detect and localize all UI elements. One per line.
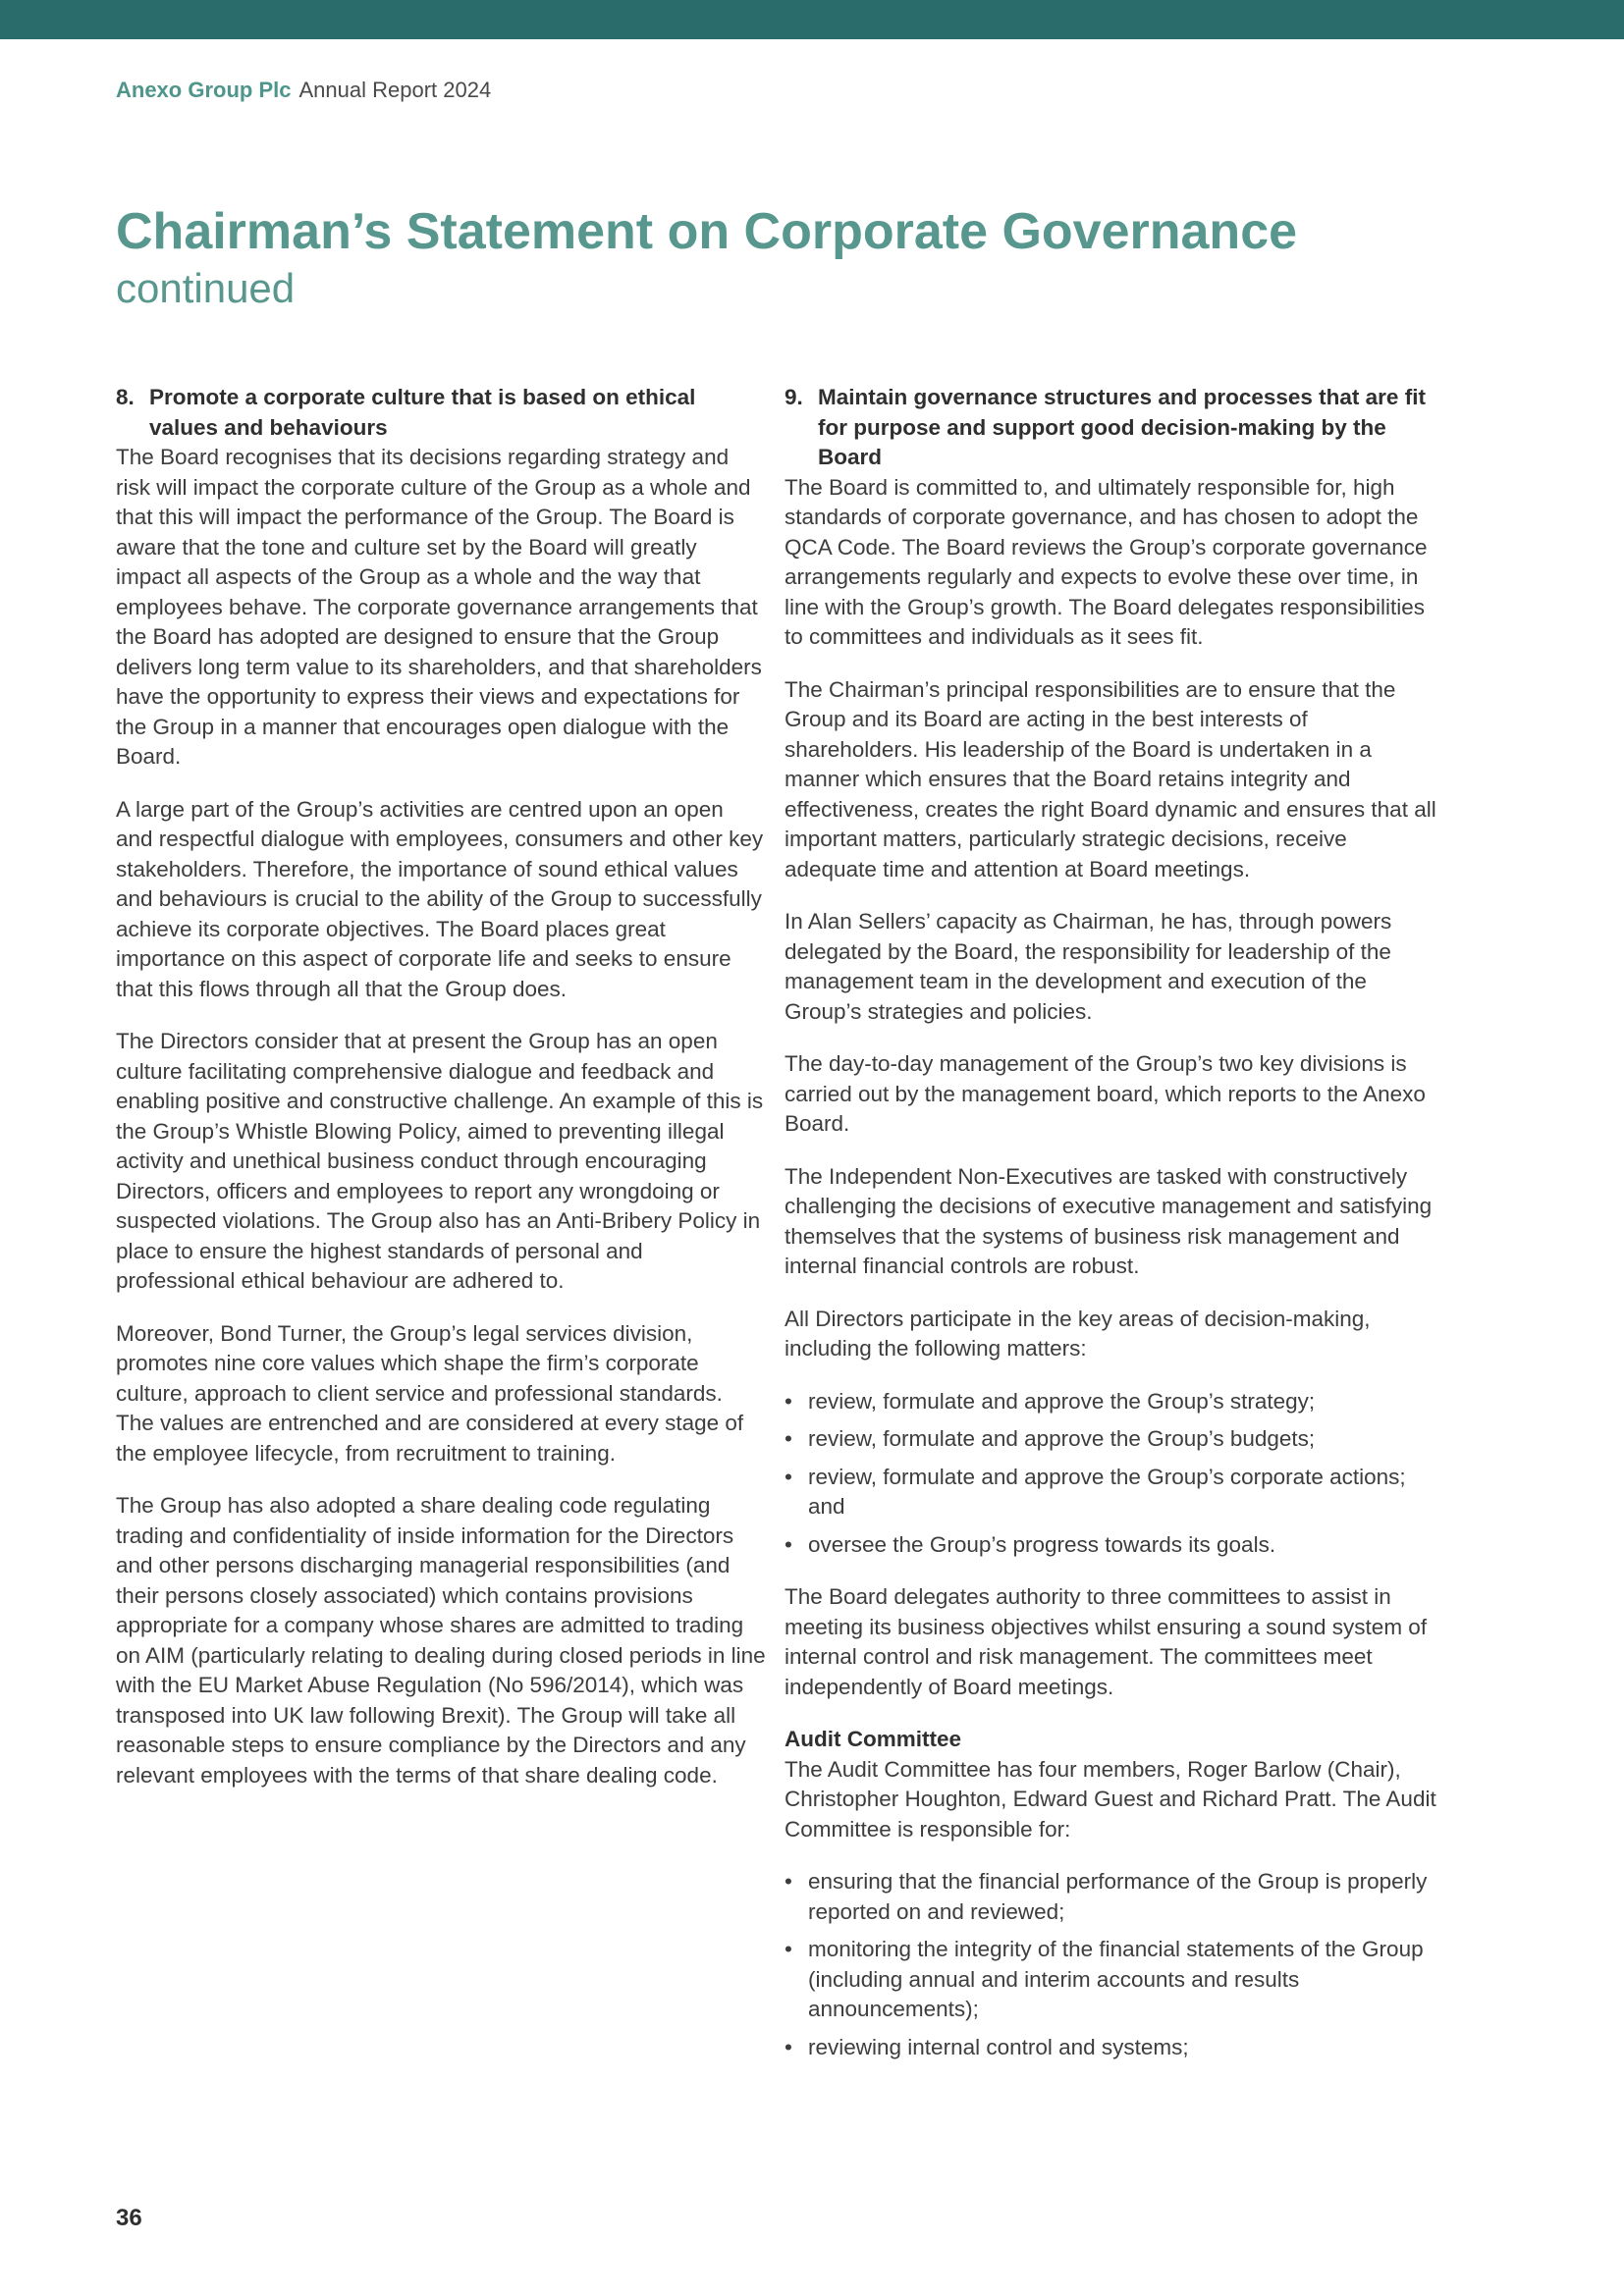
paragraph: The Independent Non-Executives are tasked with constructively challenging the decisions of executive management and satisfying themselves that the systems of business risk management and internal financial controls are robust.	[785, 1163, 1433, 1278]
paragraph: The Chairman’s principal responsibilities are to ensure that the Group and its Board are acting in the best interests of shareholders. His leadership of the Board is undertaken in a manner which ensures that the Board retains integrity and effectiveness, creates the right Board dynamic and ensures that all important matters, particularly strategic decisions, receive adequate time and attention at Board meetings.	[785, 676, 1436, 881]
list-item	[785, 2033, 1436, 2063]
list-item-text: ensuring that the financial performance of the Group is properly reported on and reviewed;	[808, 1869, 1428, 1924]
audit-committee-heading: Audit Committee	[785, 1727, 961, 1751]
paragraph: The Board is committed to, and ultimately responsible for, high standards of corporate governance, and has chosen to adopt the QCA Code. The Board reviews the Group’s corporate governance arrangements regularly and expects to evolve these over time, in line with the Group’s growth. The Board delegates responsibilities to committees and individuals as it sees fit.	[785, 474, 1428, 649]
list-item-text: oversee the Group’s progress towards its goals.	[808, 1531, 1276, 1557]
bullet-icon: •	[785, 1531, 792, 1557]
paragraph: The Directors consider that at present the Group has an open culture facilitating comprehensive dialogue and feedback and enabling positive and constructive challenge. An example of this is the Group’s Whistle Blowing Policy, aimed to preventing illegal activity and unethical business conduct through encouraging Directors, officers and employees to report any wrongdoing or suspected violations. The Group also has an Anti-Bribery Policy in place to ensure the highest standards of personal and professional ethical behaviour are adhered to.	[116, 1029, 764, 1293]
list-item	[785, 1867, 1436, 1927]
list-item	[785, 1463, 1436, 1522]
paragraph: The Group has also adopted a share dealing code regulating trading and confidentiality of inside information for the Directors and other persons discharging managerial responsibilities (and their persons closely associated) which contains provisions appropriate for a company whose shares are admitted to trading on AIM (particularly relating to dealing during closed periods in line with the EU Market Abuse Regulation (No 596/2014), which was transposed into UK law following Brexit). The Group will take all reasonable steps to ensure compliance by the Directors and any relevant employees with the terms of that share dealing code.	[116, 1493, 766, 1788]
paragraph: The Audit Committee has four members, Roger Barlow (Chair), Christopher Houghton, Edward Guest and Richard Pratt. The Audit Committee is responsible for:	[785, 1756, 1436, 1842]
list-item-text: reviewing internal control and systems;	[808, 2034, 1189, 2059]
list-item-text: monitoring the integrity of the financial statements of the Group (including annual and interim accounts and results announcements);	[808, 1937, 1424, 2021]
page-subtitle: continued	[116, 265, 296, 311]
list-item-text: review, formulate and approve the Group’s corporate actions; and	[808, 1464, 1406, 1519]
list-item	[785, 1935, 1436, 2025]
section-8-heading	[116, 383, 766, 443]
company-name: Anexo Group Plc	[116, 78, 292, 102]
paragraph: In Alan Sellers’ capacity as Chairman, he has, through powers delegated by the Board, the responsibility for leadership of the management team in the development and execution of the Group’s strategies and policies.	[785, 909, 1392, 1024]
running-header	[116, 78, 491, 103]
bullet-icon: •	[785, 1937, 792, 1961]
list-item	[785, 1530, 1436, 1561]
section-heading-text: Promote a corporate culture that is based on ethical values and behaviours	[149, 385, 696, 440]
bullet-icon: •	[785, 1426, 792, 1451]
section-number: 9.	[785, 385, 803, 409]
section-heading-text: Maintain governance structures and processes that are fit for purpose and support good decision-making by the Board	[818, 385, 1426, 469]
bullet-icon: •	[785, 2034, 792, 2059]
decision-matters-list	[785, 1387, 1436, 1561]
report-name: Annual Report 2024	[298, 78, 492, 102]
paragraph: The day-to-day management of the Group’s two key divisions is carried out by the management board, which reports to the Anexo Board.	[785, 1051, 1426, 1136]
page-number: 36	[116, 2205, 142, 2231]
list-item-text: review, formulate and approve the Group’s budgets;	[808, 1426, 1316, 1451]
right-column	[785, 383, 1436, 2085]
bullet-icon: •	[785, 1869, 792, 1894]
list-item-text: review, formulate and approve the Group’s strategy;	[808, 1388, 1316, 1414]
title-block	[116, 201, 1510, 315]
paragraph: A large part of the Group’s activities are centred upon an open and respectful dialogue with employees, consumers and other key stakeholders. Therefore, the importance of sound ethical values and behaviours is crucial to the ability of the Group to successfully achieve its corporate objectives. The Board places great importance on this aspect of corporate life and seeks to ensure that this flows through all that the Group does.	[116, 796, 764, 1001]
list-item	[785, 1387, 1436, 1417]
page-title: Chairman’s Statement on Corporate Governance	[116, 203, 1298, 260]
bullet-icon: •	[785, 1464, 792, 1489]
left-column	[116, 383, 766, 1813]
bullet-icon: •	[785, 1388, 792, 1414]
list-item	[785, 1424, 1436, 1455]
top-color-bar	[0, 0, 1624, 39]
audit-responsibilities-list	[785, 1867, 1436, 2062]
paragraph: The Board delegates authority to three committees to assist in meeting its business objectives whilst ensuring a sound system of internal control and risk management. The committees meet independently of Board meetings.	[785, 1584, 1428, 1699]
paragraph: The Board recognises that its decisions regarding strategy and risk will impact the corporate culture of the Group as a whole and that this will impact the performance of the Group. The Board is aware that the tone and culture set by the Board will greatly impact all aspects of the Group as a whole and the way that employees behave. The corporate governance arrangements that the Board has adopted are designed to ensure that the Group delivers long term value to its shareholders, and that shareholders have the opportunity to express their views and expectations for the Group in a manner that encourages open dialogue with the Board.	[116, 445, 762, 769]
paragraph: All Directors participate in the key areas of decision-making, including the following matters:	[785, 1306, 1371, 1361]
section-9-heading	[785, 383, 1436, 473]
paragraph: Moreover, Bond Turner, the Group’s legal services division, promotes nine core values which shape the firm’s corporate culture, approach to client service and professional standards. The values are entrenched and are considered at every stage of the employee lifecycle, from recruitment to training.	[116, 1320, 744, 1466]
section-number: 8.	[116, 385, 135, 409]
